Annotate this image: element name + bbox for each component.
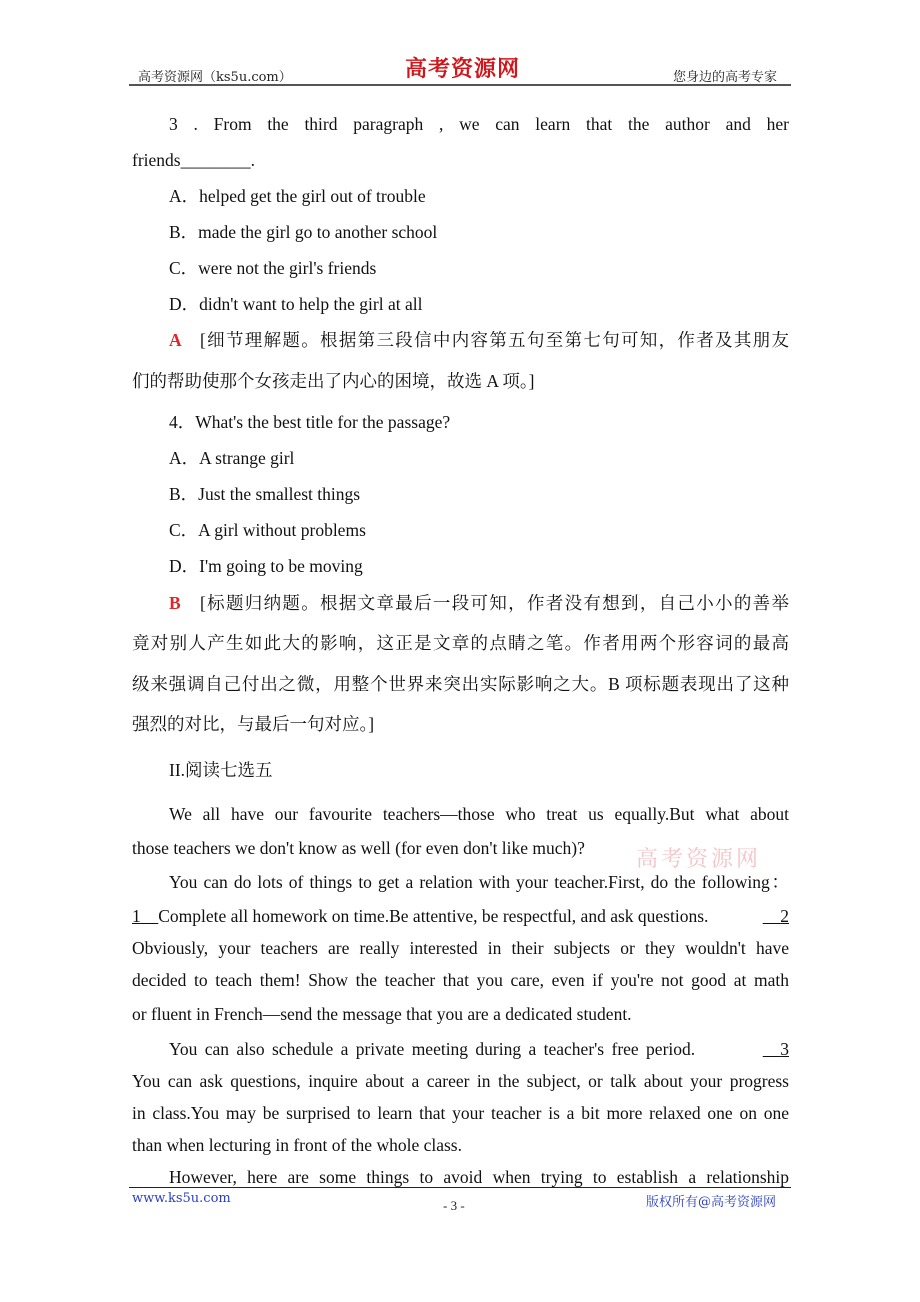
passage-text: You can also schedule a private meeting during a teacher's free period. [169,1039,696,1059]
q4-option-c: C．A girl without problems [169,520,366,540]
passage-line: You can ask questions, inquire about a career in the subject, or talk about your progress [132,1071,789,1091]
passage-line: You can do lots of things to get a relation with your teacher.First, do the following： [169,872,789,892]
passage-line: However, here are some things to avoid when trying to establish a relationship [169,1167,789,1187]
header-logo: 高考资源网 [405,56,521,81]
q4-answer: B [169,593,181,613]
footer-copyright: 版权所有@高考资源网 [646,1195,777,1210]
q3-option-b: B．made the girl go to another school [169,222,438,242]
q3-option-d: D．didn't want to help the girl at all [169,294,423,314]
q4-option-a: A．A strange girl [169,448,295,468]
q3-explanation: [细节理解题。根据第三段信中内容第五句至第七句可知，作者及其朋友 [200,330,789,350]
passage-line: those teachers we don't know as well (for even don't like much)? [132,838,585,858]
passage-line: or fluent in French—send the message that you are a dedicated student. [132,1004,632,1024]
q3-option-c: C．were not the girl's friends [169,258,377,278]
passage-line-with-blanks [132,905,789,927]
header-slogan: 您身边的高考专家 [673,70,778,85]
q3-stem-cont: friends________. [132,150,255,170]
passage-line: in class.You may be surprised to learn that your teacher is a bit more relaxed one on one [132,1103,789,1123]
q3-option-a: A．helped get the girl out of trouble [169,186,426,206]
q4-option-b: B．Just the smallest things [169,484,361,504]
blank-1: 1 [132,906,141,926]
passage-line: than when lecturing in front of the whole class. [132,1135,462,1155]
blank-2: 2 [780,906,789,926]
q4-explanation: [标题归纳题。根据文章最后一段可知，作者没有想到，自己小小的善举 [200,593,789,613]
footer-divider [129,1187,791,1188]
q3-explanation-cont: 们的帮助使那个女孩走出了内心的困境，故选 A 项。] [132,371,535,391]
q4-stem: 4．What's the best title for the passage? [169,412,451,432]
passage-line-with-blank [169,1038,789,1060]
passage-line: We all have our favourite teachers—those who treat us equally.But what about [169,804,789,824]
q4-explanation-line: 强烈的对比，与最后一句对应。] [132,714,375,734]
q3-answer: A [169,330,182,350]
q4-explanation-line: 级来强调自己付出之微，用整个世界来突出实际影响之大。B 项标题表现出了这种 [132,674,789,694]
q4-option-d: D．I'm going to be moving [169,556,363,576]
header-site-name: 高考资源网（ks5u.com） [138,70,292,85]
header-divider [129,84,791,86]
blank-3: 3 [780,1039,789,1059]
watermark: 高考资源网 [636,846,762,871]
q3-stem: 3 . From the third paragraph , we can learn that the author and her [169,114,789,134]
section-heading: II.阅读七选五 [169,760,273,780]
page-number: - 3 - [443,1198,465,1213]
passage-text: Complete all homework on time.Be attentive, be respectful, and ask questions. [158,906,709,926]
q4-explanation-line: 竟对别人产生如此大的影响，这正是文章的点睛之笔。作者用两个形容词的最高 [132,633,789,653]
passage-line: Obviously, your teachers are really interested in their subjects or they wouldn't have [132,938,789,958]
passage-line: decided to teach them! Show the teacher that you care, even if you're not good at math [132,970,789,990]
footer-url[interactable]: www.ks5u.com [132,1191,231,1206]
